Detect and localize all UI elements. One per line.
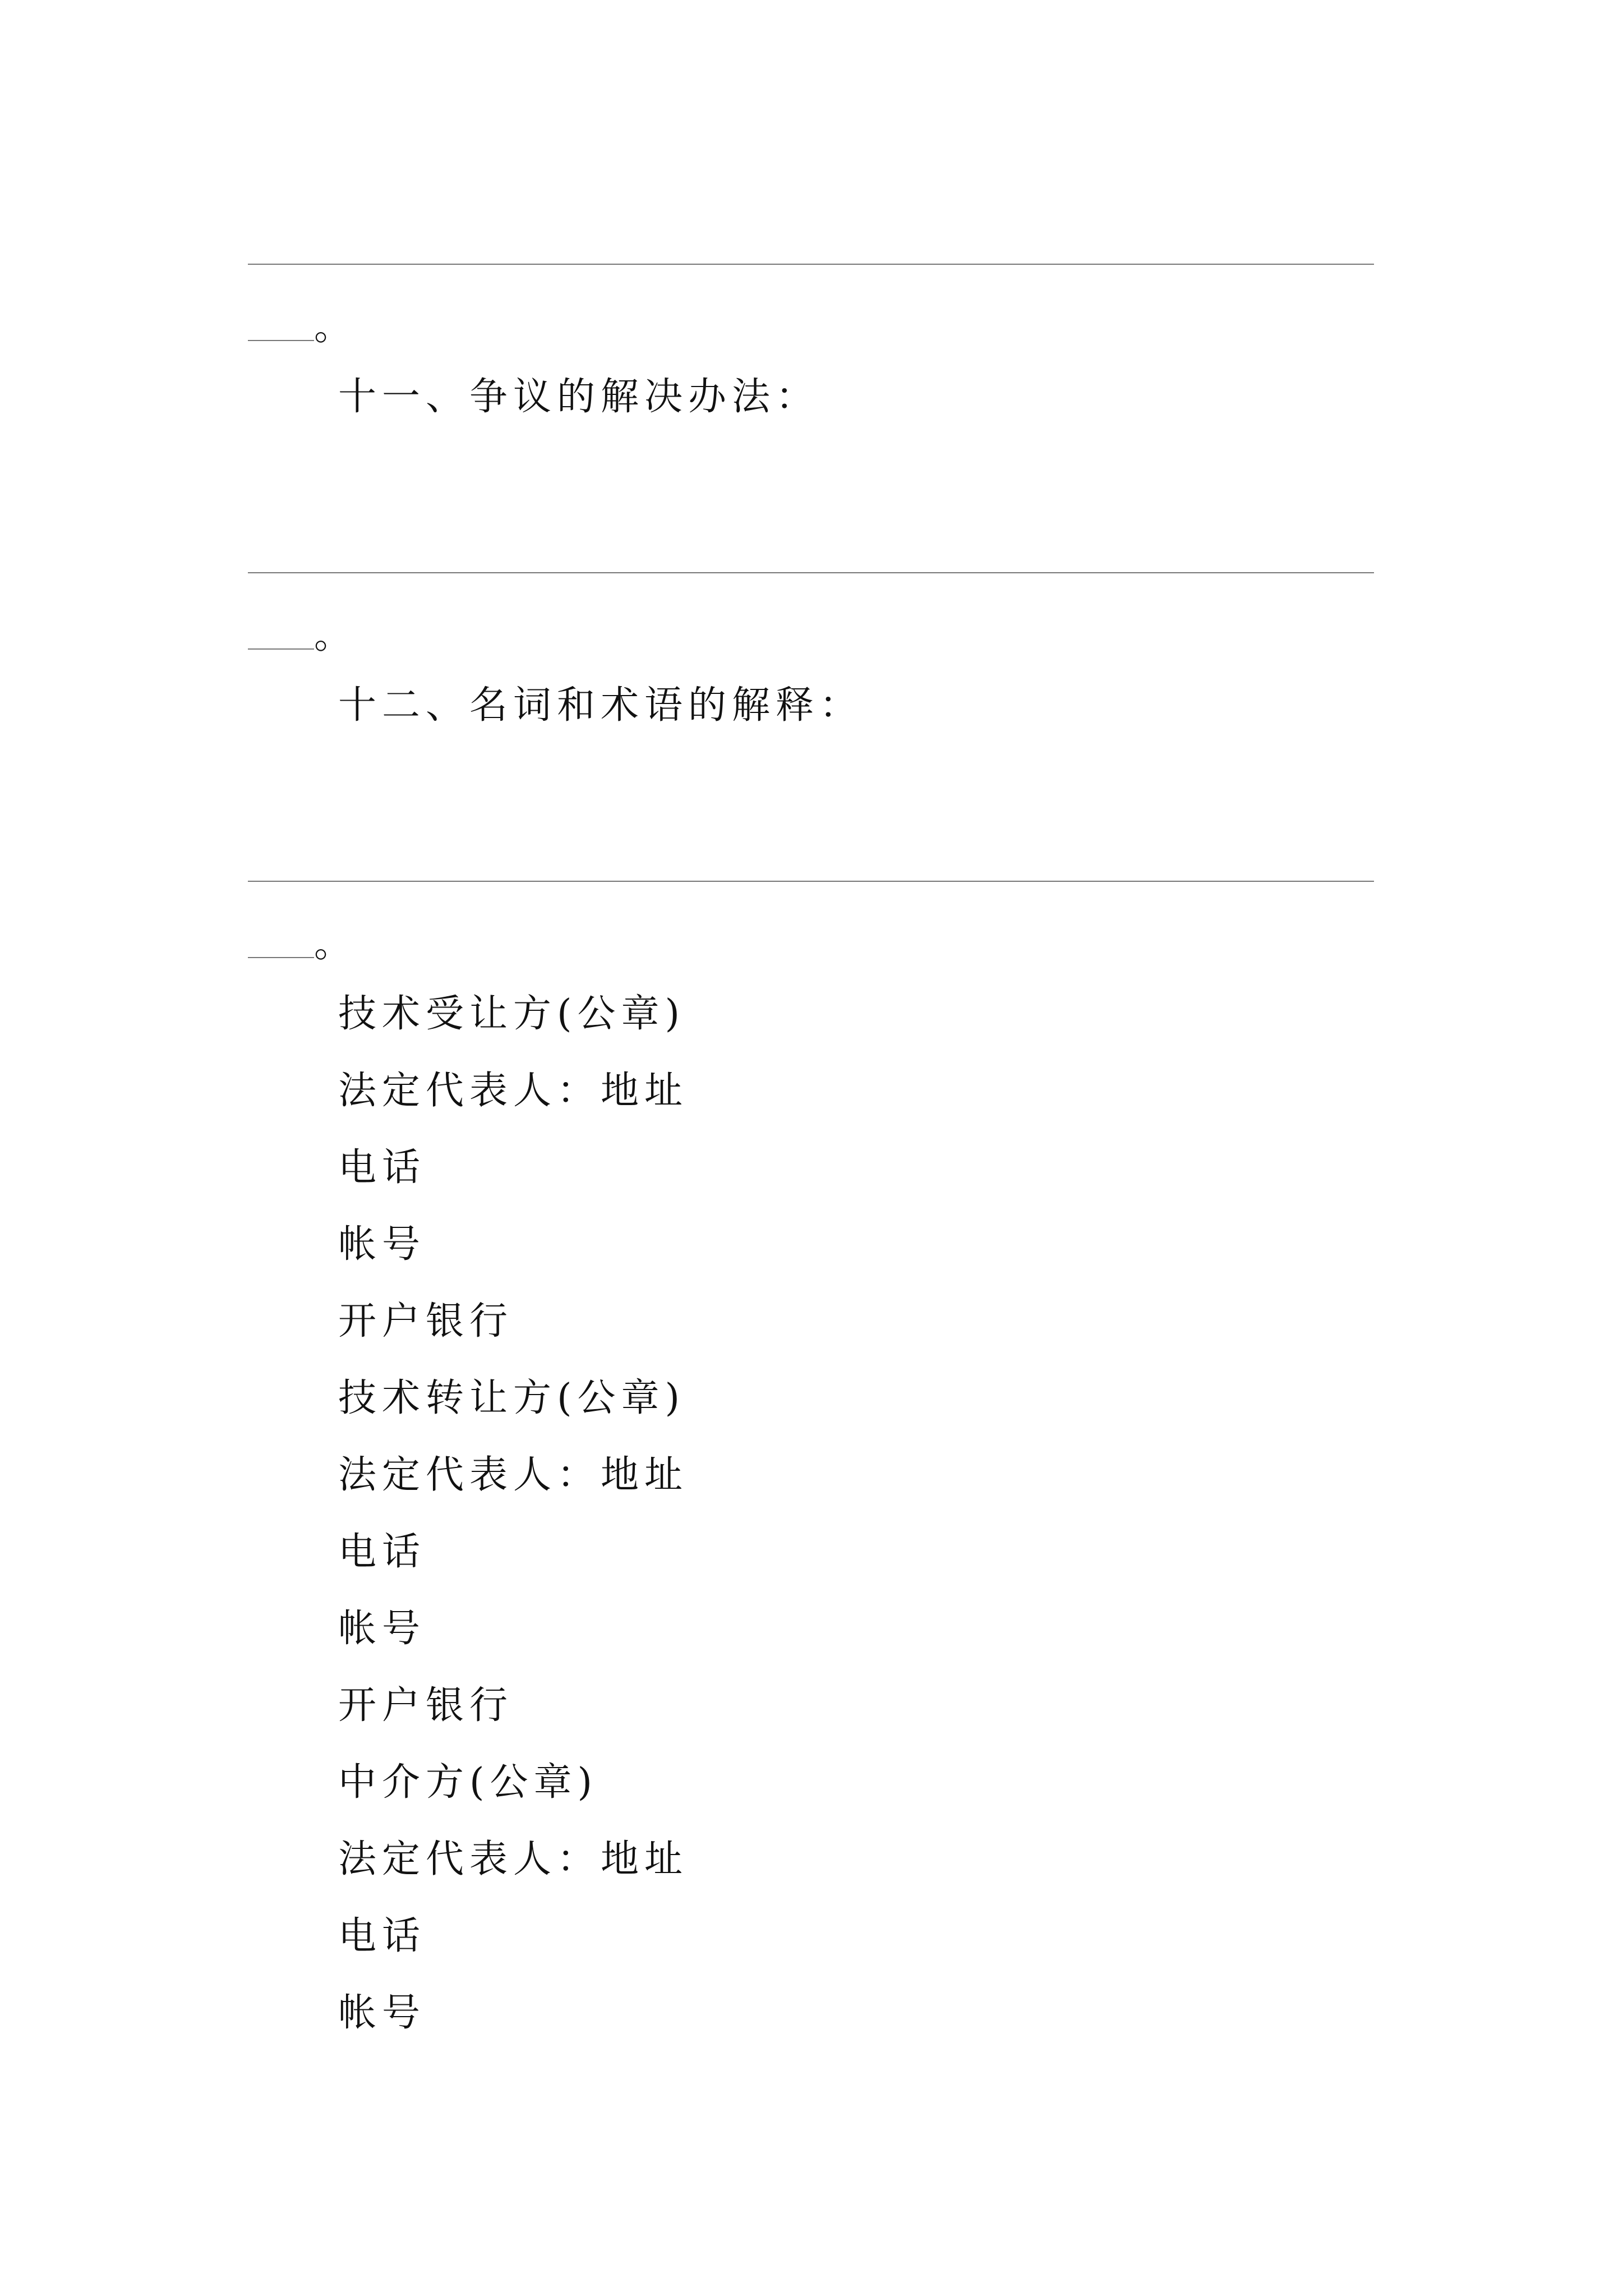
fill-in-end — [248, 307, 416, 352]
section-heading-11: 十一、争议的解决办法： — [338, 375, 820, 419]
fill-in-end — [248, 616, 416, 661]
fill-in-line — [248, 881, 1374, 882]
signature-field: 帐号 — [338, 1991, 426, 2035]
signature-field: 法定代表人：地址 — [338, 1453, 689, 1497]
signature-field: 电话 — [338, 1914, 426, 1958]
fill-in-period: 。 — [314, 614, 351, 657]
signature-field: 技术转让方(公章) — [338, 1376, 686, 1420]
signature-field: 技术受让方(公章) — [338, 992, 686, 1036]
fill-in-period: 。 — [314, 305, 351, 348]
fill-in-end — [248, 924, 416, 969]
signature-field: 法定代表人：地址 — [338, 1069, 689, 1113]
signature-field: 电话 — [338, 1530, 426, 1574]
fill-in-short-line — [248, 957, 314, 958]
section-heading-12: 十二、名词和术语的解释： — [338, 683, 864, 728]
signature-field: 帐号 — [338, 1607, 426, 1651]
signature-field: 法定代表人：地址 — [338, 1837, 689, 1881]
signature-field: 帐号 — [338, 1222, 426, 1267]
fill-in-period: 。 — [314, 922, 351, 965]
signature-field: 开户银行 — [338, 1299, 514, 1343]
fill-in-short-line — [248, 648, 314, 650]
fill-in-line — [248, 572, 1374, 573]
signature-field: 开户银行 — [338, 1683, 514, 1728]
fill-in-short-line — [248, 340, 314, 341]
signature-field: 中介方(公章) — [338, 1760, 598, 1805]
signature-field: 电话 — [338, 1145, 426, 1190]
fill-in-line — [248, 264, 1374, 265]
